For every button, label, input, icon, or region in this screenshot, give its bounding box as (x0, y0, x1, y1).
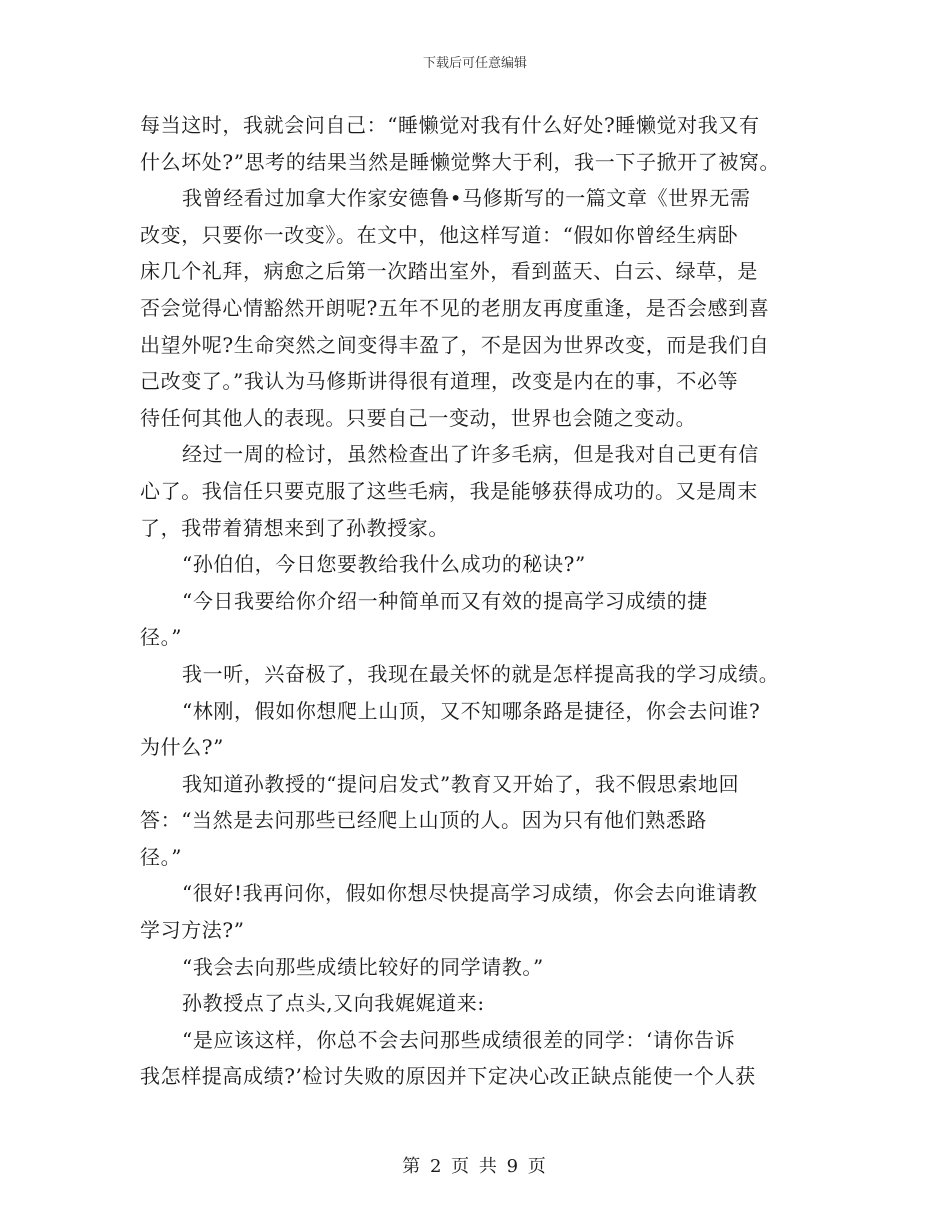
text-line: “是应该这样，你总不会去问那些成绩很差的同学：‘请你告诉 (182, 1027, 736, 1052)
text-line: 了，我带着猜想来到了孙教授家。 (140, 515, 449, 540)
page-header: 下载后可任意编辑 (422, 56, 527, 71)
text-line: 我知道孙教授的“提问启发式”教育又开始了，我不假思索地回 (182, 771, 740, 796)
text-line: 为什么?” (140, 735, 224, 760)
text-line: 床几个礼拜，病愈之后第一次踏出室外，看到蓝天、白云、绿草，是 (140, 259, 758, 284)
text-line: 每当这时，我就会问自己：“睡懒觉对我有什么好处?睡懒觉对我又有 (140, 113, 760, 137)
text-line: 我怎样提高成绩?’检讨失败的原因并下定决心改正缺点能使一个人获 (140, 1064, 756, 1089)
text-line: 我一听，兴奋极了，我现在最关怀的就是怎样提高我的学习成绩。 (182, 661, 780, 686)
text-line: 心了。我信任只要克服了这些毛病，我是能够获得成功的。又是周末 (140, 478, 758, 503)
text-line: “我会去向那些成绩比较好的同学请教。” (182, 954, 544, 979)
text-line: “孙伯伯，今日您要教给我什么成功的秘诀?” (182, 552, 586, 577)
text-line: 出望外呢?生命突然之间变得丰盈了，不是因为世界改变，而是我们自 (140, 332, 770, 357)
text-line: 待任何其他人的表现。只要自己一变动，世界也会随之变动。 (140, 405, 697, 430)
text-line: 我曾经看过加拿大作家安德鲁•马修斯写的一篇文章《世界无需 (182, 186, 751, 211)
text-line: 否会觉得心情豁然开朗呢?五年不见的老朋友再度重逢，是否会感到喜 (140, 295, 770, 320)
body-text (140, 107, 820, 1095)
text-line: 答：“当然是去问那些已经爬上山顶的人。因为只有他们熟悉路 (140, 808, 708, 833)
text-line: “林刚，假如你想爬上山顶，又不知哪条路是捷径，你会去问谁? (182, 698, 761, 723)
text-line: 经过一周的检讨，虽然检查出了许多毛病，但是我对自己更有信 (182, 442, 759, 467)
text-line: 学习方法?” (140, 918, 245, 943)
text-line: “很好!我再问你，假如你想尽快提高学习成绩，你会去向谁请教 (182, 881, 758, 906)
text-line: 己改变了。”我认为马修斯讲得很有道理，改变是内在的事，不必等 (140, 369, 739, 394)
text-line: 改变，只要你一改变》。在文中，他这样写道：“假如你曾经生病卧 (140, 222, 739, 247)
text-line: 什么坏处?”思考的结果当然是睡懒觉弊大于利，我一下子掀开了被窝。 (140, 149, 781, 174)
text-line: 径。” (140, 625, 183, 650)
text-line: 径。” (140, 844, 183, 869)
text-line: 孙教授点了点头,又向我娓娓道来: (182, 991, 485, 1016)
page-footer: 第 2 页 共 9 页 (402, 1156, 548, 1177)
text-line: “今日我要给你介绍一种简单而又有效的提高学习成绩的捷 (182, 588, 708, 613)
